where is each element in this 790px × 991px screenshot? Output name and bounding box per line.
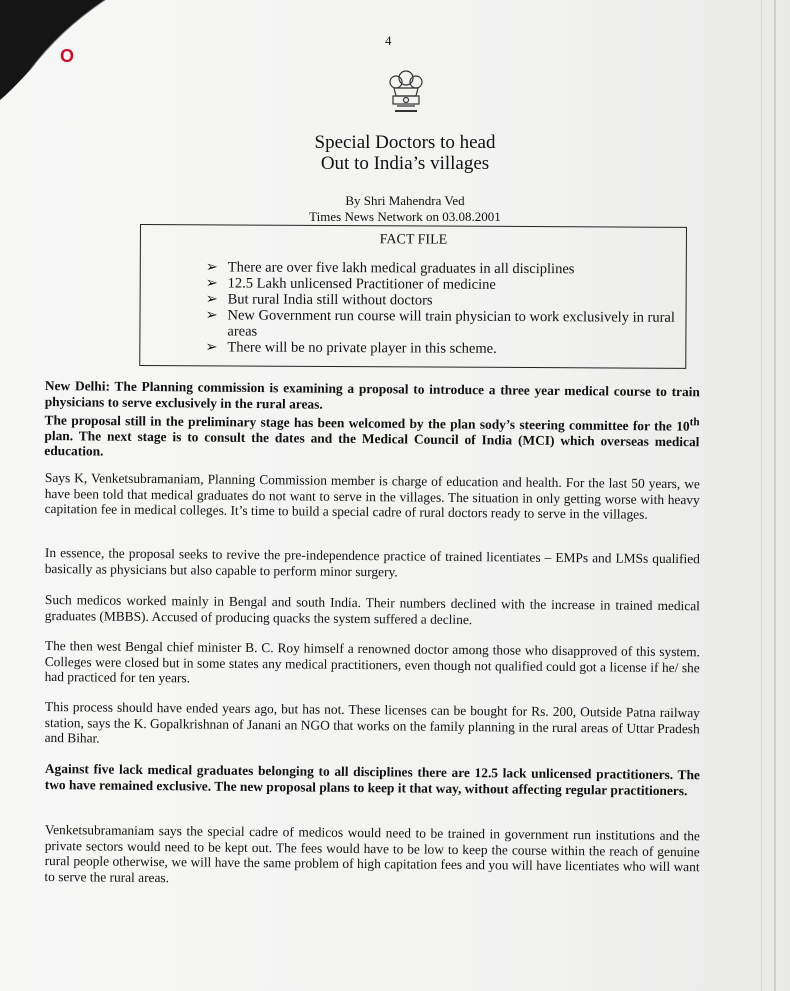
arrow-bullet-icon: ➢ [205, 275, 218, 292]
national-emblem-icon [384, 66, 428, 122]
article-title [250, 132, 560, 174]
page-edge-line [761, 0, 762, 991]
fact-list [205, 259, 675, 357]
paragraph-1-part-a: New Delhi: The Planning commission is examining a proposal to introduce a three year medical course to train physicians to serve exclusively in the rural areas. [44, 378, 700, 412]
list-item: ➢ There are over five lakh medical graduates in all disciplines [205, 259, 575, 278]
paragraph-1-part-b: The proposal still in the preliminary stage has been welcomed by the plan sody’s steering committee for the 10th plan. The next stage is to consult the dates and the Medical Council of India (MCI) which overseas medical education. [44, 412, 700, 460]
paragraph-8: Venketsubramaniam says the special cadre of medicos would need to be trained in government run institutions and the private sectors would need to be kept out. The fees would have to be low to keep the course within the reach of genuine rural people otherwise, we will have the same problem of high capitation fees and you will have licentiates who will want to serve the rural areas. [44, 822, 700, 885]
fact-file-heading: FACT FILE [379, 232, 448, 248]
paragraph-2: Says K, Venketsubramaniam, Planning Commission member is charge of education and health. For the last 50 years, we have been told that medical graduates do not want to serve in the villages. The situation in only getting worse with heavy capitation fee in medical colleges. It’s time to build a special cadre of rural doctors ready to serve in the villages. [44, 470, 700, 522]
fact-file-box [139, 224, 687, 369]
list-item: ➢ 12.5 Lakh unlicensed Practitioner of medicine [205, 275, 496, 293]
arrow-bullet-icon: ➢ [205, 307, 218, 324]
paragraph-4: Such medicos worked mainly in Bengal and south India. Their numbers declined with the increase in trained medical graduates (MBBS). Accused of producing quacks the system suffered a decline. [44, 592, 700, 627]
list-item: ➢ But rural India still without doctors [205, 291, 433, 309]
title-line-2: Out to India’s villages [320, 153, 490, 174]
paragraph-6: This process should have ended years ago, but has not. These licenses can be bought for Rs. 200, Outside Patna railway station, says the K. Gopalkrishnan of Janani an NGO that works on the family planning in the rural areas of Uttar Pradesh and Bihar. [44, 699, 700, 746]
arrow-bullet-icon: ➢ [205, 339, 218, 356]
paragraph-7: Against five lack medical graduates belonging to all disciplines there are 12.5 lack unlicensed practitioners. The two have remained exclusive. The new proposal plans to keep it that way, without affecting regular practitioners. [44, 761, 700, 798]
list-item: ➢ There will be no private player in this scheme. [205, 339, 497, 357]
author-line: By Shri Mahendra Ved [345, 193, 465, 208]
arrow-bullet-icon: ➢ [205, 291, 218, 308]
paragraph-3: In essence, the proposal seeks to revive the pre-independence practice of trained licentiates – EMPs and LMSs qualified basically as physicians but also capable to perform minor surgery. [44, 545, 700, 579]
source-line: Times News Network on 03.08.2001 [309, 209, 501, 224]
list-item: ➢ New Government run course will train physician to work exclusively in rural areas [205, 307, 675, 340]
page-number: 4 [385, 33, 392, 48]
paragraph-5: The then west Bengal chief minister B. C. Roy himself a renowned doctor among those who disapproved of this system. Colleges were closed but in some states any medical practitioners, even though not qualified could got a license if he/ she had practiced for ten years. [44, 638, 700, 686]
red-ink-mark: O [60, 46, 75, 66]
paragraph-1 [44, 378, 700, 465]
title-line-1: Special Doctors to head [314, 132, 496, 153]
arrow-bullet-icon: ➢ [205, 259, 218, 276]
folded-corner [0, 0, 110, 110]
byline [250, 193, 560, 225]
page-edge-line [774, 0, 776, 991]
